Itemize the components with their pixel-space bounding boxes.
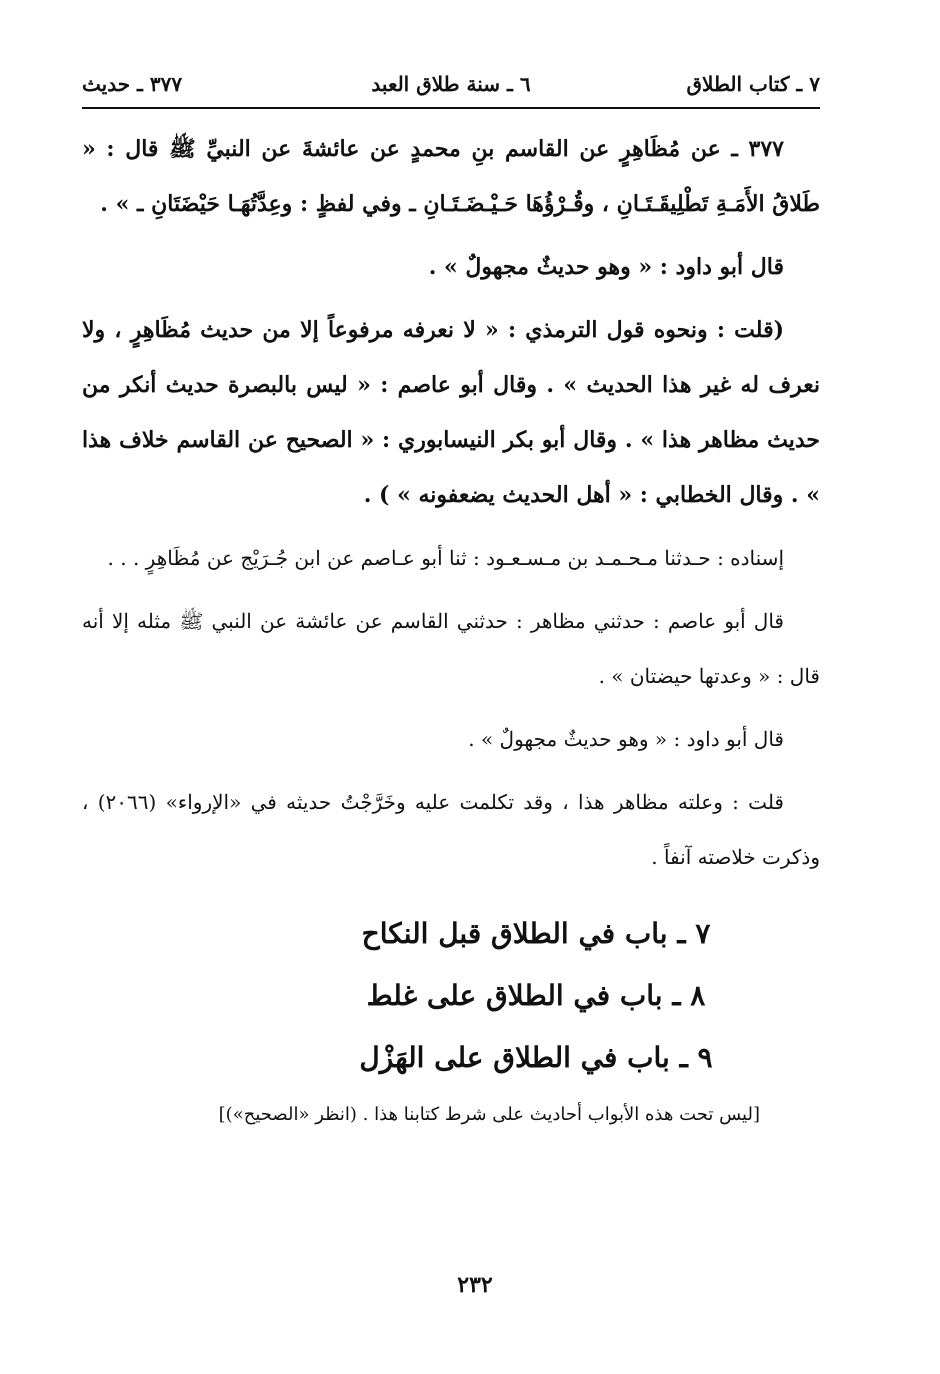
abu-asim-paragraph: قال أبو عاصم : حدثني مظاهر : حدثني القاسم عن عائشة عن النبي ﷺ مثله إلا أنه قال : « وعدتها حيضتان » .	[82, 609, 820, 688]
chapter-heading: ٧ ـ باب في الطلاق قبل النكاح	[361, 917, 711, 950]
bracket-note: [ليس تحت هذه الأبواب أحاديث على شرط كتابنا هذا . (انظر «الصحيح»)]	[218, 1104, 760, 1125]
main-text	[82, 122, 820, 1135]
header-hadith-number: ٣٧٧ ـ حديث	[82, 72, 183, 96]
illah-paragraph: قلت : وعلته مظاهر هذا ، وقد تكلمت عليه وخَرَّجْتُ حديثه في «الإرواء» (٢٠٦٦) ، وذكرت خلاصته آنفاً .	[82, 790, 820, 869]
chapter-headings	[82, 903, 820, 1089]
author-note: (قلت : ونحوه قول الترمذي : « لا نعرفه مرفوعاً إلا من حديث مُظَاهِرٍ ، ولا نعرف له غير هذا الحديث » . وقال أبو عاصم : « ليس بالبصرة حديث أنكر من حديث مظاهر هذا » . وقال أبو بكر النيسابوري : « الصحيح عن القاسم خلاف هذا » . وقال الخطابي : « أهل الحديث يضعفونه » ) .	[82, 317, 820, 508]
chapter-heading: ٩ ـ باب في الطلاق على الهَزْل	[359, 1041, 713, 1074]
page-number: ٢٣٢	[457, 1272, 493, 1298]
running-header	[82, 72, 820, 106]
abu-dawud-comment-2: قال أبو داود : « وهو حديثٌ مجهولٌ » .	[468, 727, 784, 751]
header-chapter-title: ٦ ـ سنة طلاق العبد	[371, 72, 531, 96]
isnad-paragraph: إسناده : حـدثنا مـحـمـد بن مـسـعـود : ثنا أبو عـاصم عن ابن جُـرَيْج عن مُظَاهِرٍ . . .	[107, 546, 784, 570]
header-book-title: ٧ ـ كتاب الطلاق	[686, 72, 820, 96]
chapter-heading: ٨ ـ باب في الطلاق على غلط	[366, 979, 706, 1012]
header-divider	[82, 107, 820, 109]
abu-dawud-comment: قال أبو داود : « وهو حديثٌ مجهولٌ » .	[428, 254, 784, 280]
hadith-text: ٣٧٧ ـ عن مُظَاهِرٍ عن القاسم بنِ محمدٍ عن عائشةَ عن النبيِّ ﷺ قال : « طَلاقُ الأَمَـةِ تَطْلِيقَـتَـانِ ، وقُـرْؤُهَا حَـيْـضَـتَـانِ ـ وفي لفظٍ : وعِدَّتُهَـا حَيْضَتَانِ ـ » .	[82, 136, 820, 217]
